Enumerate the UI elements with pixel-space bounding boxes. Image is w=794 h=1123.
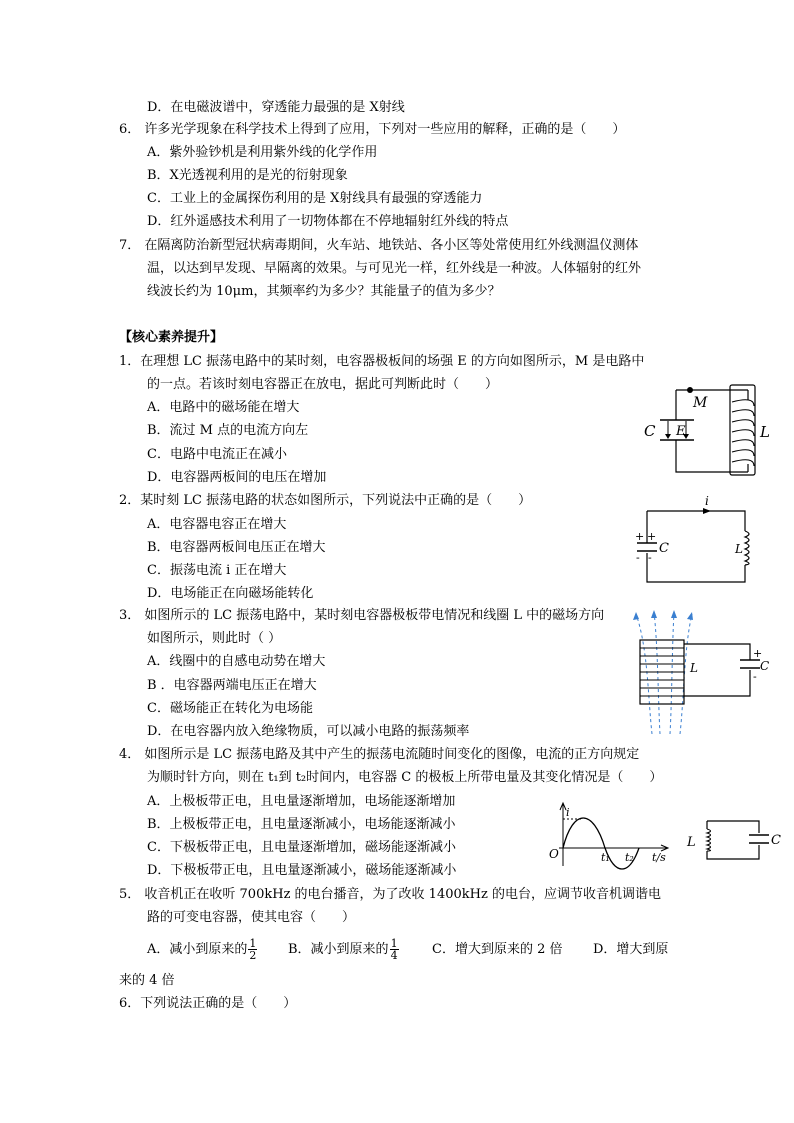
q2-fig-minus-2: - <box>648 551 652 564</box>
q2-option-c: C．振荡电流 i 正在增大 <box>147 563 287 578</box>
q3-option-a: A．线圈中的自感电动势在增大 <box>147 654 326 669</box>
q2-fig-plus-1: + <box>635 530 645 543</box>
q3-stem-line1: 3． 如图所示的 LC 振荡电路中，某时刻电容器极板带电情况和线圈 L 中的磁场方向 <box>119 608 605 623</box>
q1-circuit-figure <box>640 380 780 480</box>
q2-stem: 2．某时刻 LC 振荡电路的状态如图所示，下列说法中正确的是（ ） <box>119 493 532 508</box>
q2-fig-plus-2: + <box>647 530 657 543</box>
q4-option-c: C．下极板带正电，且电量逐渐增加，磁场能逐渐减小 <box>147 840 456 855</box>
q1-stem-line1: 1．在理想 LC 振荡电路中的某时刻，电容器极板间的场强 E 的方向如图所示，M 是电路中 <box>119 354 645 369</box>
q5-option-c: C．增大到原来的 2 倍 <box>432 942 563 957</box>
q4-stem-line2: 为顺时针方向，则在 t₁到 t₂时间内，电容器 C 的极板上所带电量及其变化情况是（ ） <box>147 770 663 785</box>
q3-option-c: C．磁场能正在转化为电场能 <box>147 701 313 716</box>
q3-fig-label-l: L <box>690 661 698 675</box>
q4-graph-label-o: O <box>549 847 559 861</box>
q4-option-a: A．上极板带正电，且电量逐渐增加，电场能逐渐增加 <box>147 794 456 809</box>
q7-prev-line2: 温，以达到早发现、早隔离的效果。与可见光一样，红外线是一种波。人体辐射的红外 <box>147 261 642 276</box>
q1-fig-label-l: L <box>760 423 770 441</box>
q4-circuit-figure <box>685 815 785 865</box>
q2-circuit-figure <box>625 495 755 590</box>
q5-option-b-fraction <box>390 938 399 961</box>
q2-fig-label-l: L <box>735 542 743 556</box>
q3-fig-minus: - <box>753 670 757 683</box>
q4-current-graph <box>545 800 675 870</box>
q6-prev-option-d: D．红外遥感技术利用了一切物体都在不停地辐射红外线的特点 <box>147 214 509 229</box>
q1-option-a: A．电路中的磁场能在增大 <box>147 400 300 415</box>
q4-option-d: D．下极板带正电，且电量逐渐减小，磁场能逐渐减小 <box>147 863 457 878</box>
q2-fig-minus-1: - <box>636 551 640 564</box>
q6-prev-option-a: A．紫外验钞机是利用紫外线的化学作用 <box>147 145 378 160</box>
q7-prev-line3: 线波长约为 10μm，其频率约为多少？其能量子的值为多少？ <box>147 284 501 299</box>
q3-fig-plus: + <box>753 647 763 660</box>
q4-graph-label-t2: t₂ <box>625 851 634 864</box>
q5-b-denominator: 4 <box>390 949 398 962</box>
q1-fig-label-c: C <box>644 422 656 440</box>
q2-fig-label-i: i <box>705 494 709 508</box>
q5-prev-option-d: D．在电磁波谱中，穿透能力最强的是 X射线 <box>147 100 405 115</box>
q4-fig-label-l: L <box>687 835 696 850</box>
q1-stem-line2: 的一点。若该时刻电容器正在放电，据此可判断此时（ ） <box>147 377 499 392</box>
q3-circuit-figure <box>622 608 772 736</box>
q2-option-a: A．电容器电容正在增大 <box>147 517 287 532</box>
q5-b-numerator: 1 <box>390 937 398 950</box>
q5-option-a-fraction <box>248 938 257 961</box>
q4-fig-label-c: C <box>771 833 781 848</box>
q5-a-denominator: 2 <box>249 949 257 962</box>
q4-graph-label-ts: t/s <box>652 851 666 864</box>
q5-stem-line1: 5． 收音机正在收听 700kHz 的电台播音，为了改收 1400kHz 的电台，应调节收音机调谐电 <box>119 887 661 902</box>
q5-option-a <box>147 937 258 963</box>
q6-prev-option-b: B．X光透视利用的是光的衍射现象 <box>147 168 348 183</box>
q1-option-d: D．电容器两板间的电压在增加 <box>147 470 327 485</box>
q5-option-b-text: B．减小到原来的 <box>288 942 389 957</box>
q6-prev-option-c: C．工业上的金属探伤利用的是 X射线具有最强的穿透能力 <box>147 191 483 206</box>
q5-stem-line2: 路的可变电容器，使其电容（ ） <box>147 910 356 925</box>
q5-option-d-continued: 来的 4 倍 <box>119 973 175 988</box>
q2-option-d: D．电场能正在向磁场能转化 <box>147 586 314 601</box>
q4-graph-label-t1: t₁ <box>601 851 610 864</box>
q5-option-d: D．增大到原 <box>593 942 669 957</box>
q6-prev-stem: 6． 许多光学现象在科学技术上得到了应用，下列对一些应用的解释，正确的是（ ） <box>119 122 626 137</box>
q3-stem-line2: 如图所示，则此时（ ） <box>147 631 282 646</box>
q2-fig-label-c: C <box>659 541 669 556</box>
q5-a-numerator: 1 <box>249 937 257 950</box>
q1-option-c: C．电路中电流正在减小 <box>147 447 287 462</box>
q5-option-b <box>288 937 400 963</box>
q3-fig-label-c: C <box>760 659 770 673</box>
q5-option-a-text: A．减小到原来的 <box>147 942 248 957</box>
q1-fig-label-e: E <box>676 424 686 439</box>
q6-stem: 6．下列说法正确的是（ ） <box>119 996 297 1011</box>
q3-option-d: D．在电容器内放入绝缘物质，可以减小电路的振荡频率 <box>147 724 470 739</box>
q4-stem-line1: 4． 如图所示是 LC 振荡电路及其中产生的振荡电流随时间变化的图像，电流的正方向规定 <box>119 747 640 762</box>
q1-fig-label-m: M <box>693 395 708 411</box>
section-title: 【核心素养提升】 <box>119 330 224 345</box>
q3-option-b: B ．电容器两端电压正在增大 <box>147 678 317 693</box>
q4-option-b: B．上极板带正电，且电量逐渐减小，电场能逐渐减小 <box>147 817 456 832</box>
q2-option-b: B．电容器两板间电压正在增大 <box>147 540 326 555</box>
q4-graph-label-i: i <box>566 806 570 819</box>
q7-prev-line1: 7． 在隔离防治新型冠状病毒期间，火车站、地铁站、各小区等处常使用红外线测温仪测体 <box>119 238 639 253</box>
q1-option-b: B．流过 M 点的电流方向左 <box>147 423 309 438</box>
